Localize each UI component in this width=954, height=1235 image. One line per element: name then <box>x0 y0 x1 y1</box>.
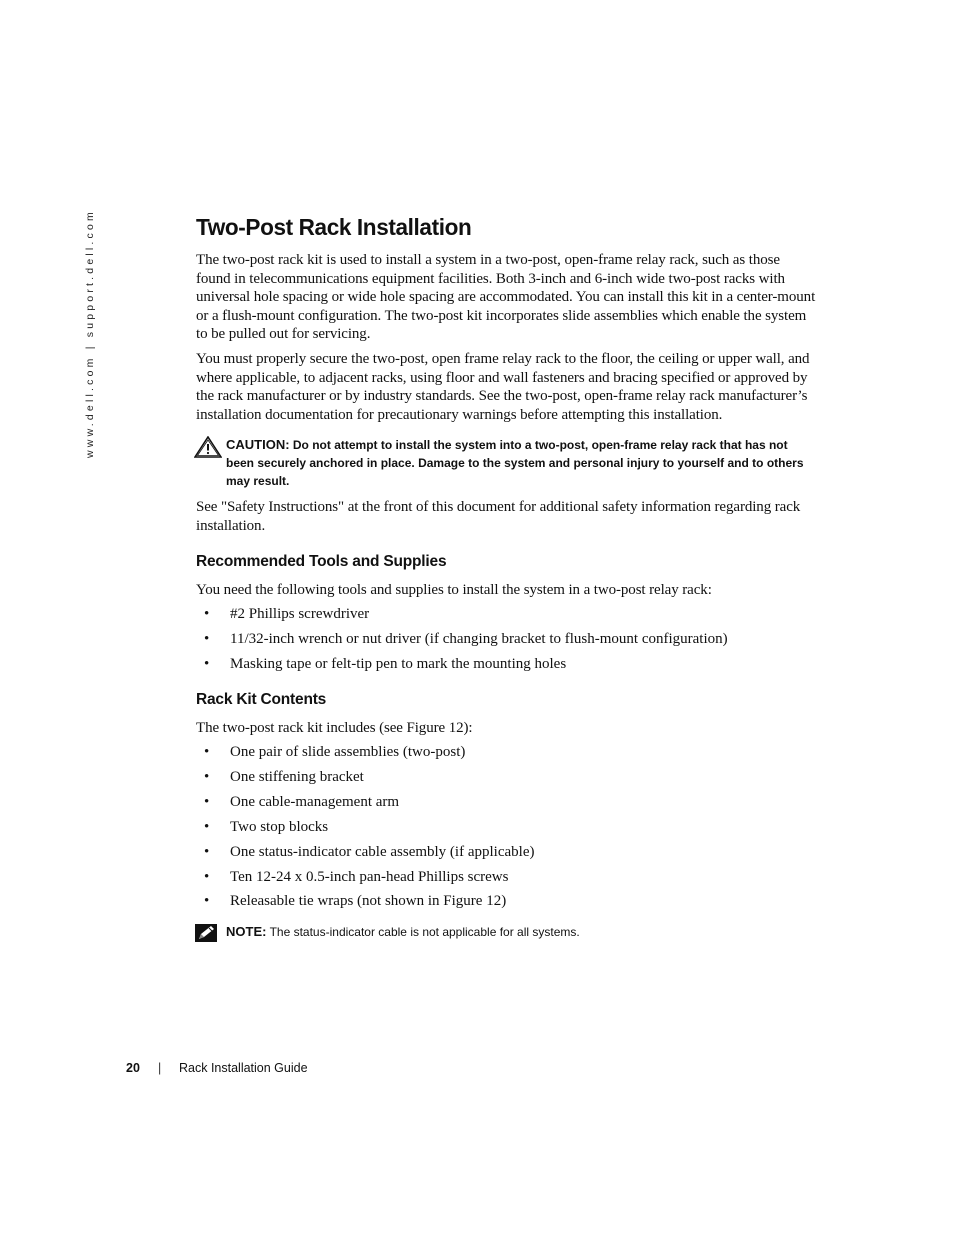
footer-separator: | <box>158 1061 162 1075</box>
page-footer <box>126 1061 308 1075</box>
page-number: 20 <box>126 1061 140 1075</box>
list-item <box>196 743 816 762</box>
safety-paragraph: See "Safety Instructions" at the front of this document for additional safety information regarding rack installation. <box>196 499 801 534</box>
bullet-glyph: • <box>204 843 210 860</box>
kit-list <box>196 743 816 911</box>
main-content <box>196 214 816 956</box>
bullet-glyph: • <box>204 655 210 672</box>
list-item <box>196 768 816 787</box>
page-title: Two-Post Rack Installation <box>196 214 472 240</box>
list-item-text: One stiffening bracket <box>230 768 364 785</box>
list-item-text: Two stop blocks <box>230 818 329 835</box>
bullet-glyph: • <box>204 893 210 910</box>
list-item-text: Ten 12-24 x 0.5-inch pan-head Phillips screws <box>230 868 509 885</box>
list-item-text: 11/32-inch wrench or nut driver (if changing bracket to flush-mount configuration) <box>230 631 728 648</box>
list-item-text: One status-indicator cable assembly (if applicable) <box>230 843 535 860</box>
note-text <box>226 923 814 941</box>
list-item-text: One pair of slide assemblies (two-post) <box>230 744 466 761</box>
list-item-text: #2 Phillips screwdriver <box>230 606 370 623</box>
bullet-glyph: • <box>204 818 210 835</box>
caution-notice <box>194 436 814 490</box>
kit-heading: Rack Kit Contents <box>196 690 327 708</box>
tools-list <box>196 605 816 673</box>
tools-heading: Recommended Tools and Supplies <box>196 552 447 570</box>
list-item-text: One cable-management arm <box>230 793 400 810</box>
caution-text <box>226 436 814 490</box>
footer-doc-title: Rack Installation Guide <box>179 1061 308 1075</box>
intro-paragraph: You must properly secure the two-post, open frame relay rack to the floor, the ceiling or upper wall, and where applicable, to adjacent racks, using floor and wall fasteners and bracing specified or approved by the rack manufacturer or by industry standards. See the two-post, open-frame relay rack manufacturer’s installation documentation for precautionary warnings before attempting this installation. <box>196 350 810 423</box>
kit-intro: The two-post rack kit includes (see Figure 12): <box>196 719 473 736</box>
list-item <box>196 818 816 837</box>
list-item <box>196 605 816 624</box>
note-body: The status-indicator cable is not applicable for all systems. <box>269 925 580 940</box>
side-url-text: www.dell.com | support.dell.com <box>84 209 96 458</box>
list-item <box>196 793 816 812</box>
bullet-glyph: • <box>204 868 210 885</box>
bullet-glyph: • <box>204 793 210 810</box>
list-item <box>196 843 816 862</box>
intro-paragraph: The two-post rack kit is used to install a system in a two-post, open-frame relay rack, such as those found in telecommunications equipment facilities. Both 3-inch and 6-inch wide two-post racks with universal hole spacing or wide hole spacing are accommodated. You can install this kit in a center-mount or a flush-mount configuration. The two-post kit incorporates slide assemblies which enable the system to be pulled out for servicing. <box>196 252 816 343</box>
bullet-glyph: • <box>204 744 210 761</box>
caution-body: Do not attempt to install the system into a two-post, open-frame relay rack that has not been securely anchored in place. Damage to the system and personal injury to yourself and to others may result. <box>226 438 804 489</box>
note-label: NOTE: <box>226 924 267 940</box>
bullet-glyph: • <box>204 768 210 785</box>
list-item <box>196 868 816 887</box>
bullet-glyph: • <box>204 606 210 623</box>
warning-triangle-icon <box>194 436 226 463</box>
note-notice <box>194 923 814 948</box>
caution-label: CAUTION: <box>226 437 290 453</box>
bullet-glyph: • <box>204 631 210 648</box>
tools-intro: You need the following tools and supplies to install the system in a two-post relay rack: <box>196 581 712 598</box>
list-item <box>196 655 816 674</box>
list-item-text: Releasable tie wraps (not shown in Figure 12) <box>230 893 507 910</box>
list-item <box>196 630 816 649</box>
list-item <box>196 892 816 911</box>
pencil-note-icon <box>194 923 226 948</box>
list-item-text: Masking tape or felt-tip pen to mark the mounting holes <box>230 655 567 672</box>
